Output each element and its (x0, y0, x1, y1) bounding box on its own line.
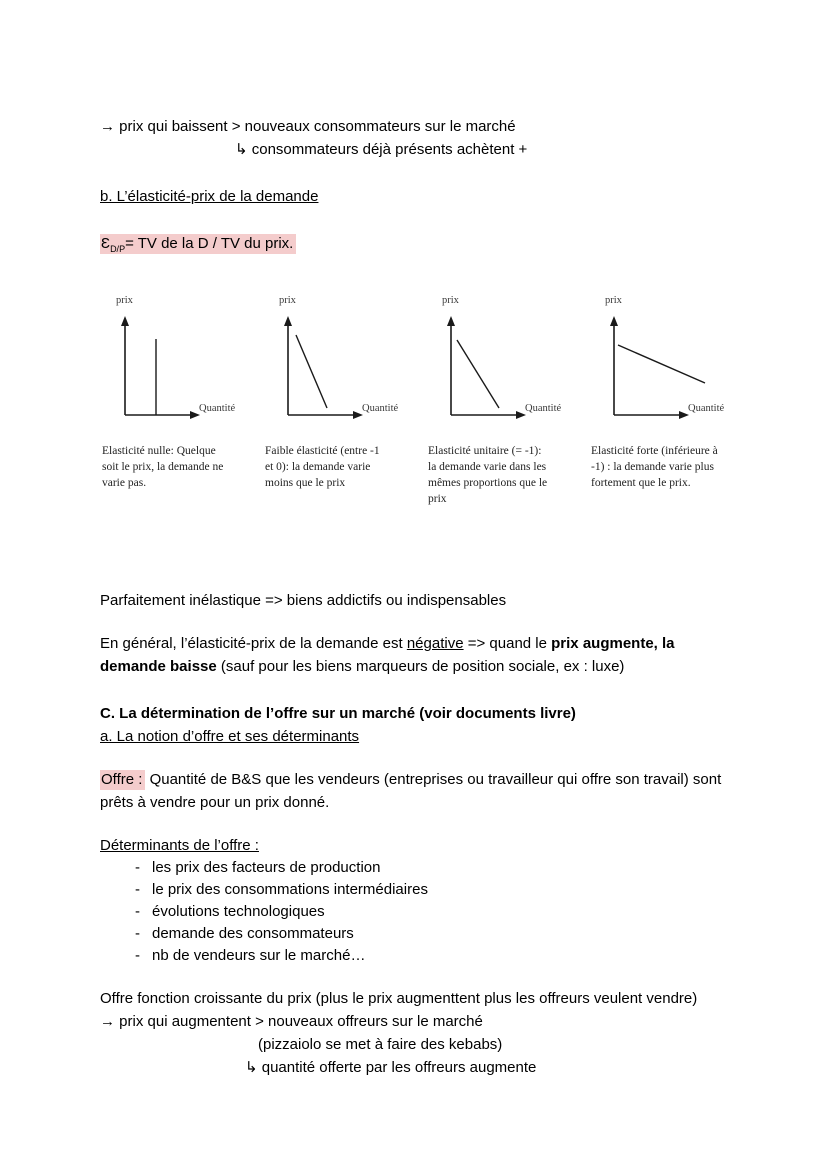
intro-line-2-text: ↳ consommateurs déjà présents achètent + (235, 141, 528, 158)
elasticity-graph-null (100, 295, 239, 557)
list-item (135, 857, 728, 879)
graph-1-x-axis-label: Quantité (199, 403, 236, 414)
graph-1-caption: Elasticité nulle: Quelque soit le prix, la demande ne varie pas. (102, 445, 224, 489)
list-item-marker: - (135, 859, 140, 876)
offer-term-highlight: Offre : (100, 770, 145, 790)
inelastic-paragraph (100, 589, 728, 612)
section-c-subheading-text: a. La notion d’offre et ses déterminants (100, 728, 360, 745)
list-item (135, 923, 728, 945)
intro-line-2 (100, 138, 728, 161)
list-item-marker: - (135, 947, 140, 964)
elasticity-figure (100, 295, 728, 557)
general-underlined: négative (406, 635, 464, 652)
general-part2: => quand le (463, 635, 552, 652)
list-item (135, 879, 728, 901)
determinants-heading (100, 834, 728, 857)
closing-line-3 (100, 1033, 728, 1056)
general-paragraph (100, 632, 728, 678)
closing-line-2 (100, 1010, 728, 1033)
closing-line-1 (100, 987, 728, 1010)
general-bold: prix augmente, la demande baisse (100, 635, 675, 675)
offer-definition (100, 768, 728, 814)
graph-2-y-axis-label: prix (279, 295, 296, 306)
elasticity-formula (100, 232, 728, 261)
closing-line-2-text: → prix qui augmentent > nouveaux offreurs sur le marché (100, 1013, 483, 1030)
section-c-heading: C. La détermination de l’offre sur un marché (voir documents livre) (100, 705, 576, 722)
elasticity-graph-unit (426, 295, 565, 557)
formula-body: = TV de la D / TV du prix. (125, 235, 294, 252)
intro-line-1-text: → prix qui baissent > nouveaux consommateurs sur le marché (100, 118, 516, 135)
section-b-heading-text: b. L’élasticité-prix de la demande (100, 188, 319, 205)
elasticity-graph-weak (263, 295, 402, 557)
general-part3: (sauf pour les biens marqueurs de position sociale, ex : luxe) (216, 658, 625, 675)
elasticity-graph-strong (589, 295, 728, 557)
graph-3-caption: Elasticité unitaire (= -1): la demande varie dans les mêmes proportions que le prix (428, 445, 548, 505)
graph-4-x-axis-label: Quantité (688, 403, 725, 414)
closing-line-4 (100, 1056, 728, 1079)
general-part1: En général, l’élasticité-prix de la demande est (100, 635, 407, 652)
closing-line-3-text: (pizzaiolo se met à faire des kebabs) (258, 1036, 503, 1053)
graph-2-caption: Faible élasticité (entre -1 et 0): la demande varie moins que le prix (265, 445, 380, 489)
list-item-marker: - (135, 881, 140, 898)
graph-4-y-axis-label: prix (605, 295, 622, 306)
list-item-text: demande des consommateurs (152, 925, 354, 942)
inelastic-text: Parfaitement inélastique => biens addictifs ou indispensables (100, 592, 507, 609)
offer-definition-text: Quantité de B&S que les vendeurs (entreprises ou travailleur qui offre son travail) sont prêts à vendre pour un prix donné. (100, 771, 722, 811)
determinants-list (100, 857, 728, 967)
list-item-marker: - (135, 903, 140, 920)
determinants-heading-text: Déterminants de l’offre : (100, 837, 259, 854)
list-item-text: nb de vendeurs sur le marché… (152, 947, 366, 964)
formula-subscript: D/P (110, 244, 126, 254)
graph-2-x-axis-label: Quantité (362, 403, 399, 414)
list-item-text: les prix des facteurs de production (152, 859, 381, 876)
formula-highlight (100, 234, 296, 254)
list-item (135, 901, 728, 923)
formula-epsilon-symbol: Ɛ (101, 235, 111, 252)
list-item-text: le prix des consommations intermédiaires (152, 881, 428, 898)
graph-3-x-axis-label: Quantité (525, 403, 562, 414)
graph-4-caption: Elasticité forte (inférieure à -1) : la demande varie plus fortement que le prix. (591, 445, 718, 489)
closing-line-1-text: Offre fonction croissante du prix (plus le prix augmenttent plus les offreurs veulent vendre) (100, 990, 698, 1007)
closing-line-4-text: ↳ quantité offerte par les offreurs augmente (245, 1059, 537, 1076)
section-c-subheading (100, 725, 728, 748)
graph-3-y-axis-label: prix (442, 295, 459, 306)
list-item-marker: - (135, 925, 140, 942)
list-item (135, 945, 728, 967)
list-item-text: évolutions technologiques (152, 903, 325, 920)
graph-1-y-axis-label: prix (116, 295, 133, 306)
section-b-heading (100, 185, 728, 208)
intro-line-1 (100, 115, 728, 138)
